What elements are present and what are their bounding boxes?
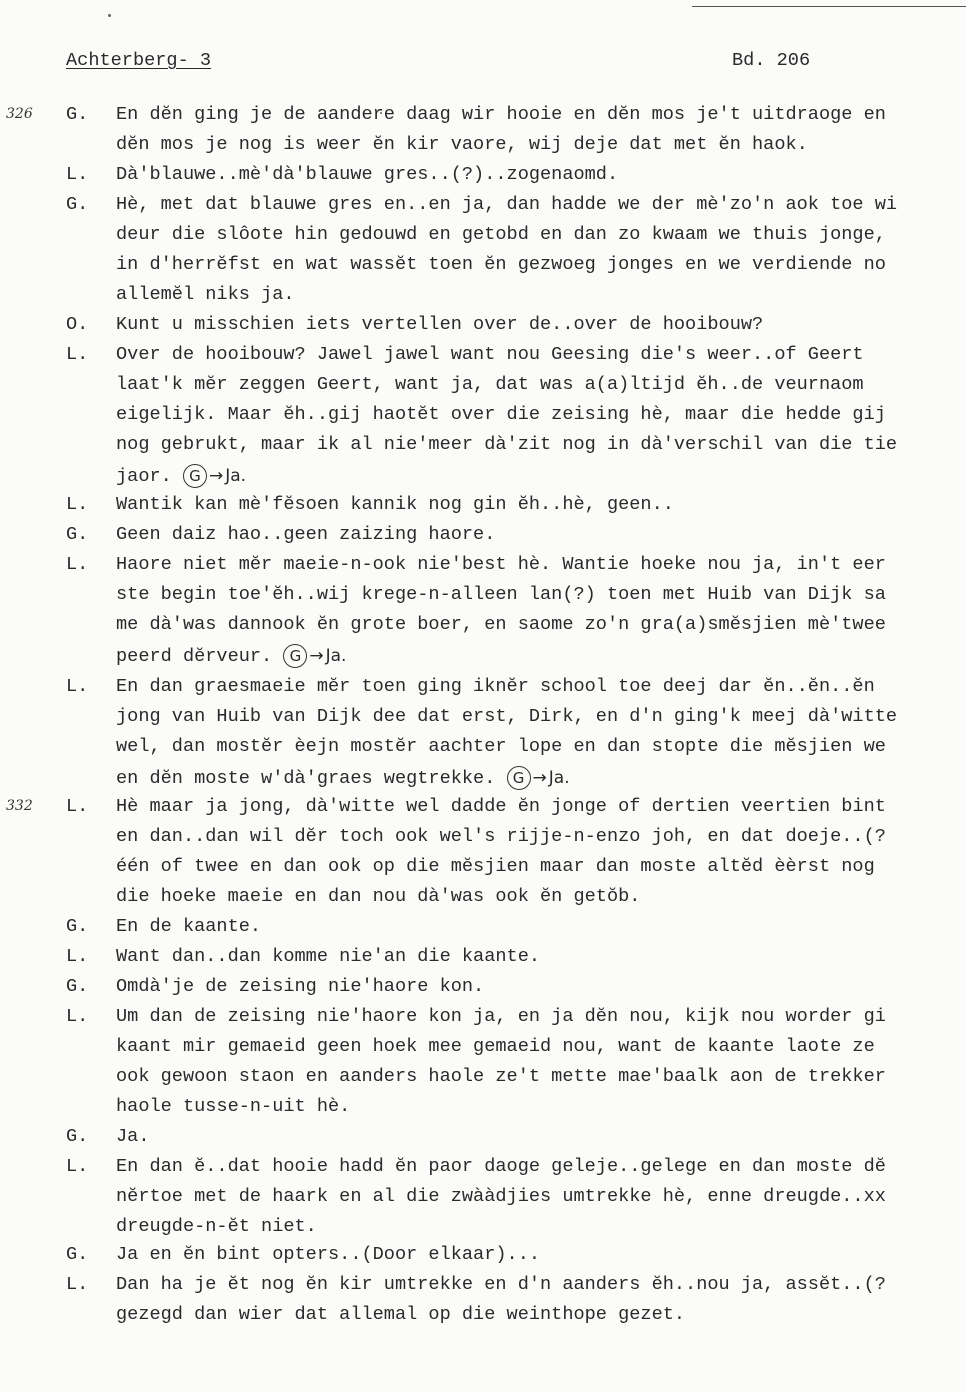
handwritten-reply-marker	[507, 766, 570, 790]
marker-reply: Ja.	[548, 768, 570, 788]
transcript-line: Haore niet mĕr maeie-n-ook nie'best hè. Wantie hoeke nou ja, in't eer	[116, 554, 886, 575]
speaker-label: L.	[66, 676, 89, 697]
speaker-label: G.	[66, 1126, 89, 1147]
speaker-label: L.	[66, 1006, 89, 1027]
transcript-line: Hè maar ja jong, dà'witte wel dadde ĕn jonge of dertien veertien bint	[116, 796, 886, 817]
transcript-line: En dĕn ging je de aandere daag wir hooie en dĕn mos je't uitdraoge en	[116, 104, 886, 125]
arrow-right-icon: →	[309, 646, 324, 666]
transcript-line: dĕn mos je nog is weer ĕn kir vaore, wij deje dat met ĕn haok.	[116, 134, 808, 155]
marker-reply: Ja.	[325, 646, 347, 666]
document-title: Achterberg- 3	[66, 50, 212, 71]
transcript-line: in d'herrĕfst en wat wassĕt toen ĕn gezwoeg jonges en we verdiende no	[116, 254, 886, 275]
transcript-line: En dan ĕ..dat hooie hadd ĕn paor daoge geleje..gelege en dan moste dĕ	[116, 1156, 886, 1177]
transcript-line: haole tusse-n-uit hè.	[116, 1096, 351, 1117]
speaker-label: G.	[66, 194, 89, 215]
transcript-line: Over de hooibouw? Jawel jawel want nou Geesing die's weer..of Geert	[116, 344, 864, 365]
transcript-line: Omdà'je de zeising nie'haore kon.	[116, 976, 485, 997]
margin-line-ref: 326	[6, 106, 33, 122]
transcript-line: ook gewoon staon en aanders haole ze't mette mae'baalk aon de trekker	[116, 1066, 886, 1087]
circled-speaker-g: G	[183, 464, 207, 488]
speaker-label: G.	[66, 524, 89, 545]
transcript-line: jong van Huib van Dijk dee dat erst, Dirk, en d'n ging'k meej dà'witte	[116, 706, 898, 727]
transcript-line: wel, dan mostĕr èejn mostĕr aachter lope en dan stopte die mĕsjien we	[116, 736, 886, 757]
top-rule	[692, 6, 966, 7]
transcript-line: nĕrtoe met de haark en al die zwààdjies umtrekke hè, enne dreugde..xx	[116, 1186, 886, 1207]
transcript-line: Want dan..dan komme nie'an die kaante.	[116, 946, 541, 967]
circled-speaker-g: G	[283, 644, 307, 668]
transcript-line: gezegd dan wier dat allemal op die weinthope gezet.	[116, 1304, 686, 1325]
speaker-label: L.	[66, 554, 89, 575]
margin-line-ref: 332	[6, 798, 33, 814]
speaker-label: O.	[66, 314, 89, 335]
stray-mark	[108, 14, 111, 17]
transcript-line: En de kaante.	[116, 916, 262, 937]
speaker-label: L.	[66, 1156, 89, 1177]
circled-speaker-g: G	[507, 766, 531, 790]
transcript-line: Geen daiz hao..geen zaizing haore.	[116, 524, 496, 545]
speaker-label: L.	[66, 1274, 89, 1295]
speaker-label: L.	[66, 344, 89, 365]
transcript-line: Dà'blauwe..mè'dà'blauwe gres..(?)..zogenaomd.	[116, 164, 619, 185]
page-number: Bd. 206	[732, 50, 811, 71]
speaker-label: L.	[66, 494, 89, 515]
handwritten-reply-marker	[283, 644, 346, 668]
transcript-line: me dà'was dannook ĕn grote boer, en saome zo'n gra(a)smĕsjien mè'twee	[116, 614, 886, 635]
speaker-label: L.	[66, 946, 89, 967]
transcript-line: dreugde-n-ĕt niet.	[116, 1216, 317, 1237]
transcript-line: Ja.	[116, 1126, 150, 1147]
speaker-label: G.	[66, 104, 89, 125]
transcript-line: en dĕn moste w'dà'graes wegtrekke. G → Ja.	[116, 768, 570, 789]
speaker-label: G.	[66, 1244, 89, 1265]
transcript-line: jaor. G → Ja.	[116, 466, 247, 487]
arrow-right-icon: →	[532, 768, 547, 788]
transcript-line: Dan ha je ĕt nog ĕn kir umtrekke en d'n aanders ĕh..nou ja, assĕt..(?	[116, 1274, 886, 1295]
speaker-label: G.	[66, 976, 89, 997]
transcript-line: Kunt u misschien iets vertellen over de..over de hooibouw?	[116, 314, 764, 335]
transcript-line: deur die slôote hin gedouwd en getobd en dan zo kwaam we thuis jonge,	[116, 224, 886, 245]
transcript-line: allemĕl niks ja.	[116, 284, 295, 305]
transcript-line: laat'k mĕr zeggen Geert, want ja, dat was a(a)ltijd ĕh..de veurnaom	[116, 374, 864, 395]
speaker-label: L.	[66, 164, 89, 185]
transcript-line: kaant mir gemaeid geen hoek mee gemaeid nou, want de kaante laote ze	[116, 1036, 875, 1057]
transcript-line: nog gebrukt, maar ik al nie'meer dà'zit nog in dà'verschil van die tie	[116, 434, 898, 455]
transcript-line: en dan..dan wil dĕr toch ook wel's rijje-n-enzo joh, en dat doeje..(?	[116, 826, 886, 847]
transcript-line: Um dan de zeising nie'haore kon ja, en ja dĕn nou, kijk nou worder gi	[116, 1006, 886, 1027]
arrow-right-icon: →	[208, 466, 224, 486]
transcript-line: Wantik kan mè'fĕsoen kannik nog gin ĕh..hè, geen..	[116, 494, 674, 515]
handwritten-reply-marker	[183, 464, 246, 488]
transcript-line: één of twee en dan ook op die mĕsjien maar dan moste altĕd èèrst nog	[116, 856, 875, 877]
transcript-line: Hè, met dat blauwe gres en..en ja, dan hadde we der mè'zo'n aok toe wi	[116, 194, 898, 215]
transcript-line: ste begin toe'ĕh..wij krege-n-alleen lan(?) toen met Huib van Dijk sa	[116, 584, 886, 605]
transcript-line: peerd dĕrveur. G → Ja.	[116, 646, 347, 667]
marker-reply: Ja.	[225, 466, 247, 486]
transcript-line: eigelijk. Maar ĕh..gij haotĕt over die zeising hè, maar die hedde gij	[116, 404, 886, 425]
transcript-line: die hoeke maeie en dan nou dà'was ook ĕn getŏb.	[116, 886, 641, 907]
transcript-line: En dan graesmaeie mĕr toen ging iknĕr school toe deej dar ĕn..ĕn..ĕn	[116, 676, 875, 697]
speaker-label: L.	[66, 796, 89, 817]
transcript-line: Ja en ĕn bint opters..(Door elkaar)...	[116, 1244, 541, 1265]
page-header	[66, 50, 966, 76]
speaker-label: G.	[66, 916, 89, 937]
